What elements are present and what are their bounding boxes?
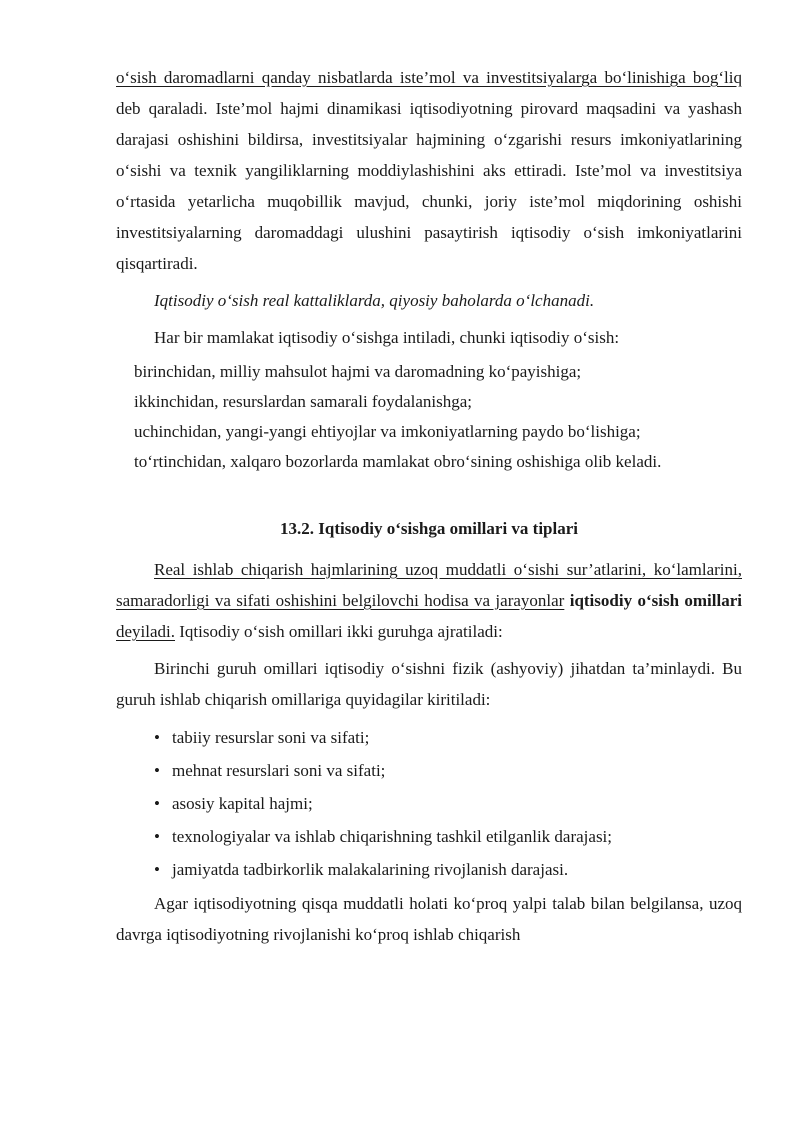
factors-list (116, 721, 742, 886)
paragraph-first-group: Birinchi guruh omillari iqtisodiy o‘sishni fizik (ashyoviy) jihatdan ta’minlaydi. Bu guruh ishlab chiqarish omillariga quyidagilar kiritiladi: (116, 659, 742, 709)
list-item: ikkinchidan, resurslardan samarali foydalanishga; (134, 392, 472, 411)
bullet-icon: • (154, 761, 160, 780)
list-item-text: asosiy kapital hajmi; (172, 794, 313, 813)
paragraph-growth-factors-definition (116, 554, 742, 647)
list-item-text: texnologiyalar va ishlab chiqarishning tashkil etilganlik darajasi; (172, 827, 612, 846)
underlined-phrase: deyiladi. (116, 622, 176, 641)
list-item: uchinchidan, yangi-yangi ehtiyojlar va imkoniyatlarning paydo bo‘lishiga; (134, 422, 641, 441)
paragraph-consumption-investment (116, 62, 742, 279)
list-item: birinchidan, milliy mahsulot hajmi va daromadning ko‘payishiga; (134, 362, 582, 381)
list-item-text: tabiiy resurslar soni va sifati; (172, 728, 370, 747)
list-item (116, 754, 742, 787)
bullet-icon: • (154, 827, 160, 846)
section-heading: 13.2. Iqtisodiy o‘sishga omillari va tiplari (280, 519, 578, 538)
underlined-phrase: Real ishlab chiqarish hajmlarining uzoq muddatli o‘sishi sur’atlarini, ko‘lamlarini, samaradorligi va sifati oshishini belgilovchi hodisa va jarayonlar (116, 560, 742, 610)
paragraph-short-long-term: Agar iqtisodiyotning qisqa muddatli holati ko‘proq yalpi talab bilan belgilansa, uzoq davrga iqtisodiyotning rivojlanishi ko‘proq ishlab chiqarish (116, 894, 742, 944)
underlined-phrase: o‘sish daromadlarni qanday nisbatlarda iste’mol va investitsiyalarga bo‘linishiga bog‘liq (116, 68, 742, 87)
italic-text: Iqtisodiy o‘sish real kattaliklarda, qiyosiy baholarda o‘lchanadi. (154, 291, 595, 310)
paragraph-growth-intro: Har bir mamlakat iqtisodiy o‘sishga intiladi, chunki iqtisodiy o‘sish: (154, 328, 620, 347)
bullet-icon: • (154, 860, 160, 879)
list-item-text: jamiyatda tadbirkorlik malakalarining rivojlanish darajasi. (172, 860, 569, 879)
bullet-icon: • (154, 728, 160, 747)
list-item (116, 853, 742, 886)
bold-term: iqtisodiy o‘sish omillari (569, 591, 742, 610)
paragraph-text: deb qaraladi. Iste’mol hajmi dinamikasi iqtisodiyotning pirovard maqsadini va yashash darajasi oshishini bildirsa, investitsiyalar hajmining o‘zgarishi resurs imkoniyatlarining o‘sishi va texnik yangiliklarning moddiylashishini aks ettiradi. Iste’mol va investitsiya o‘rtasida yetarlicha muqobillik mavjud, chunki, joriy iste’mol miqdorining oshishi investitsiyalarning daromaddagi ulushini pasaytirish iqtisodiy o‘sish imkoniyatlarini qisqartiradi. (116, 99, 742, 273)
list-item (116, 820, 742, 853)
italic-statement (116, 285, 742, 316)
document-page (116, 62, 742, 950)
bullet-icon: • (154, 794, 160, 813)
list-item: to‘rtinchidan, xalqaro bozorlarda mamlakat obro‘sining oshishiga olib keladi. (134, 452, 662, 471)
paragraph-text: Iqtisodiy o‘sish omillari ikki guruhga ajratiladi: (175, 622, 503, 641)
list-item-text: mehnat resurslari soni va sifati; (172, 761, 386, 780)
reasons-list (116, 357, 742, 477)
list-item (116, 721, 742, 754)
list-item (116, 787, 742, 820)
